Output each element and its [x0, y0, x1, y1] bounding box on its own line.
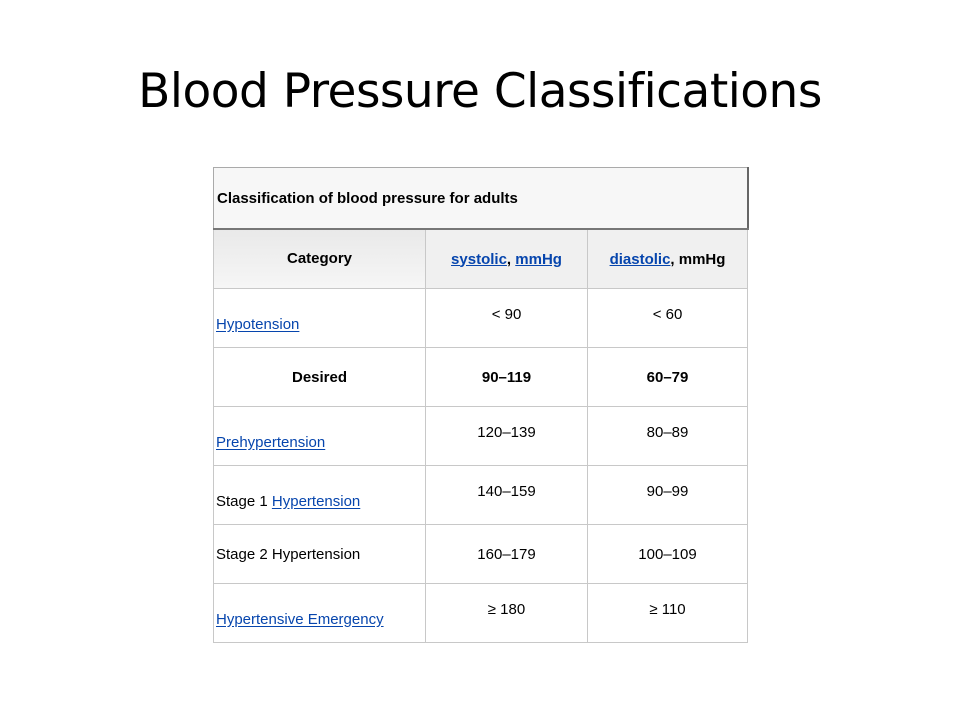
diastolic-cell	[588, 466, 748, 525]
diastolic-value: ≥ 110	[649, 600, 686, 618]
category-cell	[214, 407, 426, 466]
table-row	[214, 525, 748, 584]
category-cell: Desired	[214, 348, 426, 407]
table-header-row	[214, 229, 748, 289]
systolic-value: ≥ 180	[487, 600, 526, 618]
diastolic-cell: 100–109	[588, 525, 748, 584]
table-caption: Classification of blood pressure for adults	[214, 168, 748, 230]
systolic-link[interactable]: systolic	[451, 250, 507, 268]
diastolic-cell: 60–79	[588, 348, 748, 407]
systolic-value: < 90	[491, 305, 522, 323]
diastolic-cell	[588, 584, 748, 643]
table-row	[214, 466, 748, 525]
diastolic-value: < 60	[652, 305, 683, 323]
stage1-prefix: Stage 1	[216, 492, 272, 510]
systolic-value: 120–139	[477, 423, 536, 441]
category-cell	[214, 466, 426, 525]
systolic-cell	[426, 466, 588, 525]
category-cell	[214, 584, 426, 643]
category-header: Category	[214, 229, 426, 289]
systolic-cell	[426, 289, 588, 348]
diastolic-value: 80–89	[646, 423, 689, 441]
systolic-value: 140–159	[477, 482, 536, 500]
systolic-cell	[426, 407, 588, 466]
category-cell	[214, 289, 426, 348]
hypertension-link[interactable]: Hypertension	[271, 492, 361, 510]
hypertensive-emergency-link[interactable]: Hypertensive Emergency	[216, 610, 384, 628]
bp-classification-table	[213, 167, 749, 643]
table-row	[214, 407, 748, 466]
table-row	[214, 289, 748, 348]
diastolic-value: 90–99	[646, 482, 689, 500]
systolic-cell: 160–179	[426, 525, 588, 584]
diastolic-cell	[588, 289, 748, 348]
category-cell: Stage 2 Hypertension	[214, 525, 426, 584]
diastolic-link[interactable]: diastolic	[609, 250, 671, 268]
diastolic-header	[588, 229, 748, 289]
systolic-cell	[426, 584, 588, 643]
systolic-separator: ,	[506, 250, 516, 268]
prehypertension-link[interactable]: Prehypertension	[216, 433, 326, 451]
diastolic-unit: , mmHg	[670, 250, 726, 268]
table-row	[214, 584, 748, 643]
systolic-header	[426, 229, 588, 289]
slide-title: Blood Pressure Classifications	[138, 64, 822, 119]
systolic-cell: 90–119	[426, 348, 588, 407]
mmhg-link[interactable]: mmHg	[515, 250, 562, 268]
table-row	[214, 348, 748, 407]
hypotension-link[interactable]: Hypotension	[216, 315, 300, 333]
diastolic-cell	[588, 407, 748, 466]
table-caption-row	[214, 168, 748, 230]
